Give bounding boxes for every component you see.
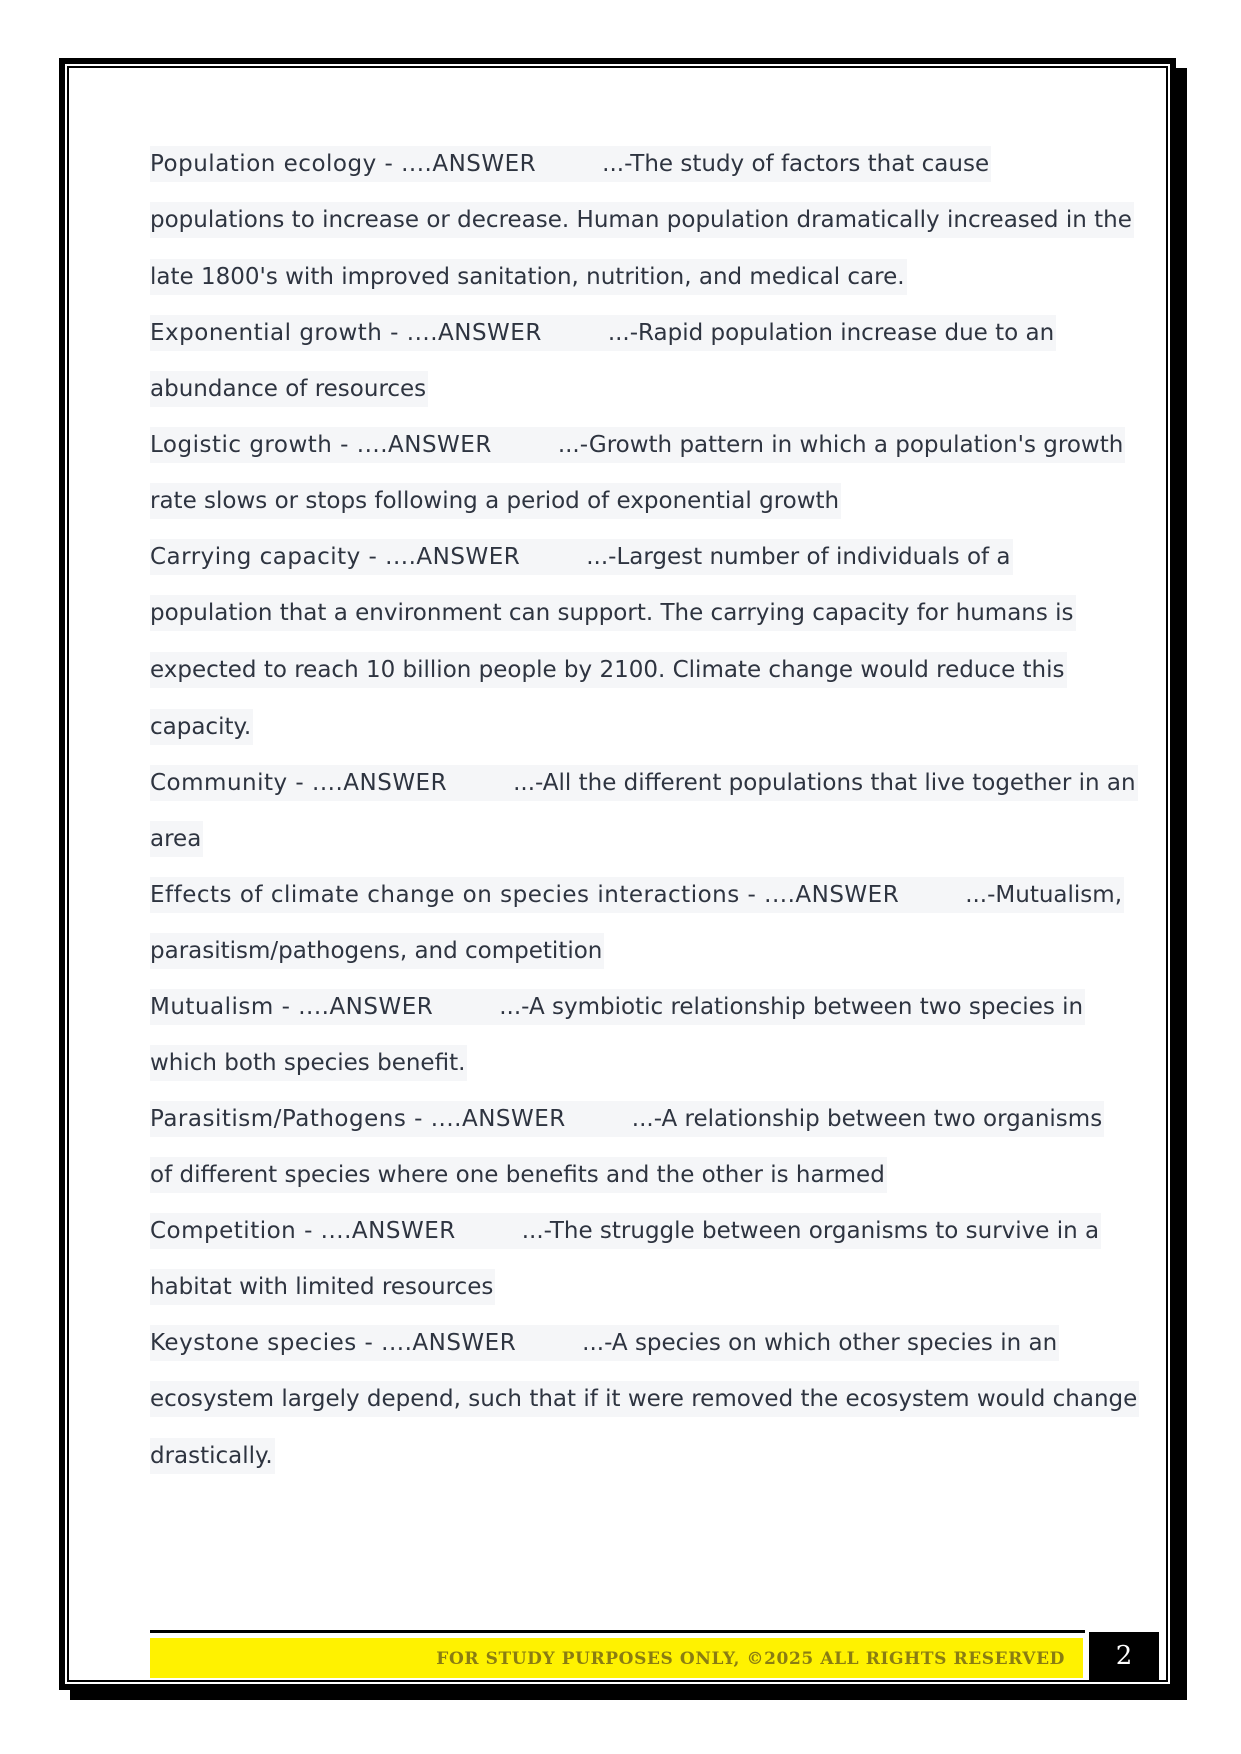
definition-line: ...-Growth pattern in which a population's growth (557, 432, 1124, 458)
definition-line: expected to reach 10 billion people by 2100. Climate change would reduce this (150, 652, 1090, 709)
definition-line: population that a environment can support. The carrying capacity for humans is (150, 595, 1090, 652)
definition-line: late 1800's with improved sanitation, nutrition, and medical care. (150, 259, 1090, 315)
footer-copyright: FOR STUDY PURPOSES ONLY, ©2025 ALL RIGHTS RESERVED (436, 1649, 1065, 1669)
definition-line: of different species where one benefits and the other is harmed (150, 1157, 1090, 1213)
definition-line: habitat with limited resources (150, 1269, 1090, 1325)
definition-line: ...-Mutualism, (965, 882, 1123, 908)
term-label: Mutualism - ....ANSWER (150, 994, 434, 1020)
term-label: Logistic growth - ....ANSWER (150, 432, 492, 458)
footer-rule (150, 1630, 1085, 1633)
term-label: Community - ....ANSWER (150, 770, 448, 796)
definition-line: ...-Rapid population increase due to an (607, 320, 1055, 346)
term-label: Keystone species - ....ANSWER (150, 1330, 517, 1356)
definition-line: rate slows or stops following a period of exponential growth (150, 483, 1090, 539)
entry-climate-change-effects (150, 877, 1123, 933)
footer-bar (150, 1638, 1083, 1678)
definition-line: ...-A symbiotic relationship between two species in (499, 994, 1084, 1020)
term-label: Population ecology - ....ANSWER (150, 151, 537, 177)
term-label: Carrying capacity - ....ANSWER (150, 544, 521, 570)
entry-competition (150, 1213, 1100, 1269)
entry-mutualism (150, 989, 1090, 1045)
definition-line: which both species benefit. (150, 1045, 1090, 1101)
entry-exponential-growth (150, 315, 1090, 371)
entry-parasitism-pathogens (150, 1101, 1103, 1157)
definition-line: ecosystem largely depend, such that if it were removed the ecosystem would change (150, 1381, 1090, 1438)
flashcard-list (150, 146, 1138, 1494)
definition-line: capacity. (150, 709, 1090, 765)
entry-population-ecology (150, 146, 1090, 202)
definition-line: populations to increase or decrease. Human population dramatically increased in the (150, 202, 1090, 259)
definition-line: ...-All the different populations that live together in an (513, 770, 1136, 796)
term-label: Exponential growth - ....ANSWER (150, 320, 542, 346)
page-number: 2 (1089, 1632, 1159, 1680)
entry-logistic-growth (150, 427, 1124, 483)
entry-keystone-species (150, 1325, 1090, 1381)
term-label: Effects of climate change on species interactions - ....ANSWER (150, 882, 900, 908)
entry-community (150, 765, 1136, 821)
entry-carrying-capacity (150, 539, 1090, 595)
definition-line: ...-The study of factors that cause (602, 151, 990, 177)
term-label: Competition - ....ANSWER (150, 1218, 456, 1244)
definition-line: drastically. (150, 1438, 1090, 1494)
definition-line: abundance of resources (150, 371, 1090, 427)
term-label: Parasitism/Pathogens - ....ANSWER (150, 1106, 566, 1132)
definition-line: ...-The struggle between organisms to survive in a (521, 1218, 1100, 1244)
definition-line: area (150, 821, 1090, 877)
definition-line: ...-Largest number of individuals of a (586, 544, 1011, 570)
definition-line: parasitism/pathogens, and competition (150, 933, 1090, 989)
definition-line: ...-A species on which other species in an (582, 1330, 1058, 1356)
definition-line: ...-A relationship between two organisms (631, 1106, 1103, 1132)
